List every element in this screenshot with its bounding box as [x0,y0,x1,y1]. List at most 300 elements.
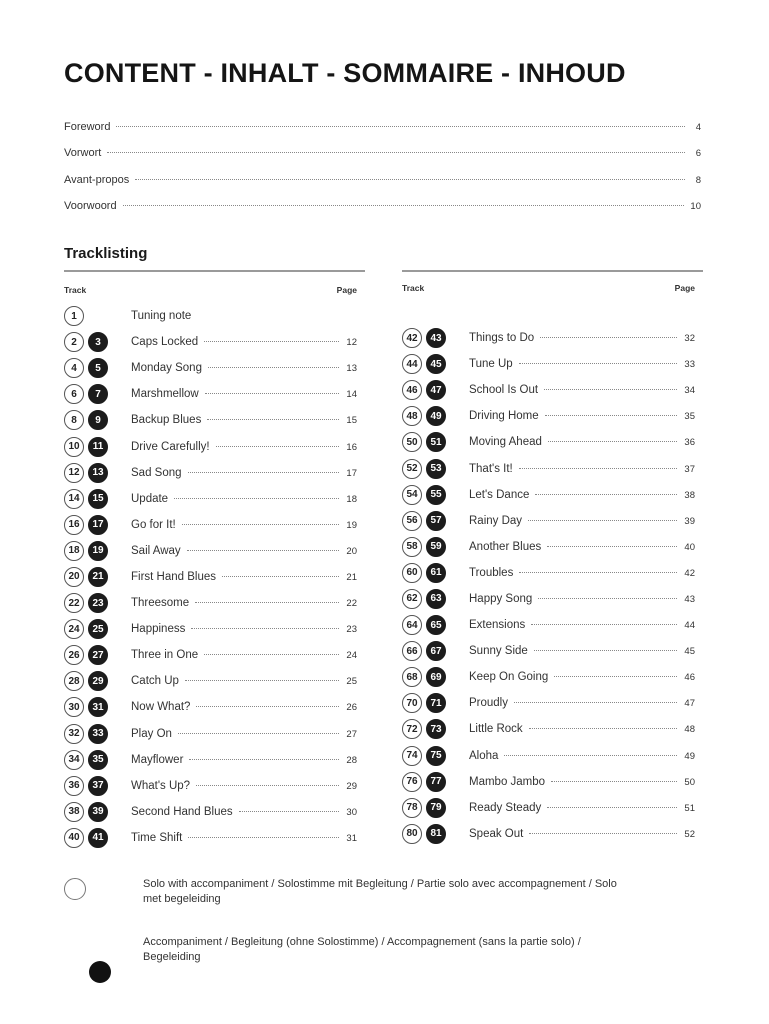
accompaniment-track-badge[interactable]: 41 [88,828,108,848]
accompaniment-track-badge[interactable]: 77 [426,772,446,792]
column-header [402,283,703,293]
track-row[interactable] [402,638,703,664]
dot-leader [185,680,339,681]
accompaniment-track-badge[interactable]: 23 [88,593,108,613]
dot-leader [544,389,677,390]
accompaniment-track-badge[interactable]: 71 [426,693,446,713]
song-page: 37 [684,463,695,475]
track-row[interactable] [402,325,703,351]
track-row[interactable] [402,560,703,586]
track-row[interactable] [64,355,365,381]
track-row[interactable] [402,508,703,534]
track-numbers [402,563,469,583]
accompaniment-track-badge[interactable]: 43 [426,328,446,348]
dot-leader [519,468,677,469]
track-row[interactable] [402,351,703,377]
accompaniment-track-badge[interactable]: 45 [426,354,446,374]
song-title: School Is Out [469,384,539,397]
solo-track-badge[interactable]: 32 [64,724,84,744]
track-numbers [64,515,131,535]
solo-track-badge[interactable]: 60 [402,563,422,583]
song-page: 47 [684,698,695,710]
track-row[interactable] [64,694,365,720]
solo-track-badge[interactable]: 24 [64,619,84,639]
accompaniment-track-badge[interactable]: 63 [426,589,446,609]
track-numbers [402,641,469,661]
song-page: 14 [346,389,357,401]
song-entry [131,467,365,479]
tracklist-column-left [64,270,365,851]
solo-track-badge[interactable]: 12 [64,463,84,483]
track-numbers [402,485,469,505]
legend [64,877,704,965]
solo-track-badge[interactable]: 70 [402,693,422,713]
dot-leader [188,837,339,838]
track-numbers [64,332,131,352]
song-page: 40 [684,541,695,553]
song-page: 39 [684,515,695,527]
accompaniment-track-badge[interactable]: 67 [426,641,446,661]
song-title: Catch Up [131,675,179,688]
accompaniment-track-badge[interactable]: 15 [88,489,108,509]
song-page: 22 [346,598,357,610]
song-entry [131,623,365,635]
solo-track-badge[interactable]: 62 [402,589,422,609]
solo-track-badge[interactable]: 48 [402,406,422,426]
toc-item-label: Foreword [64,121,111,133]
song-entry [469,697,703,709]
solo-track-badge[interactable]: 10 [64,437,84,457]
song-title: Happy Song [469,592,533,605]
song-title: Drive Carefully! [131,440,210,453]
song-entry [469,410,703,422]
solo-track-badge[interactable]: 78 [402,798,422,818]
track-numbers [402,824,469,844]
accompaniment-track-badge[interactable]: 79 [426,798,446,818]
dot-leader [187,550,339,551]
track-row[interactable] [402,795,703,821]
track-row[interactable] [402,743,703,769]
dot-leader [504,755,677,756]
tracklist-column-right [402,270,703,847]
solo-track-badge[interactable]: 56 [402,511,422,531]
solo-track-badge[interactable]: 46 [402,380,422,400]
dot-leader [514,702,677,703]
page-column-label: Page [674,283,695,293]
track-numbers [64,776,131,796]
track-row[interactable] [402,482,703,508]
track-row[interactable] [64,590,365,616]
track-numbers [402,354,469,374]
solo-track-badge[interactable]: 72 [402,719,422,739]
column-header [64,285,365,295]
accompaniment-track-badge[interactable]: 37 [88,776,108,796]
song-title: Rainy Day [469,514,523,527]
song-page: 28 [346,754,357,766]
accompaniment-track-badge[interactable]: 19 [88,541,108,561]
track-row[interactable] [64,433,365,459]
dot-leader [548,441,677,442]
song-title: Marshmellow [131,388,199,401]
song-entry [469,619,703,631]
track-row[interactable] [402,716,703,742]
song-entry [469,593,703,605]
song-page: 49 [684,750,695,762]
song-page: 46 [684,672,695,684]
dot-leader [531,624,677,625]
track-row[interactable] [64,825,365,851]
accompaniment-track-badge[interactable]: 11 [88,437,108,457]
song-title: Time Shift [131,831,183,844]
tracklisting-heading: Tracklisting [64,245,148,262]
song-title: First Hand Blues [131,570,217,583]
song-page: 19 [346,519,357,531]
song-title: Three in One [131,649,199,662]
track-numbers [64,671,131,691]
solo-track-badge[interactable]: 1 [64,306,84,326]
song-title: Mambo Jambo [469,775,546,788]
track-row[interactable] [402,769,703,795]
track-column-label: Track [402,283,425,293]
track-numbers [402,719,469,739]
track-row[interactable] [402,586,703,612]
song-entry [131,571,365,583]
song-title: Caps Locked [131,336,199,349]
solo-track-badge[interactable]: 74 [402,746,422,766]
song-title: Ready Steady [469,801,542,814]
dot-leader [195,602,339,603]
track-numbers [64,697,131,717]
dot-leader [205,393,339,394]
song-page: 35 [684,411,695,423]
track-row[interactable] [64,486,365,512]
solo-track-badge[interactable]: 18 [64,541,84,561]
solo-track-badge[interactable]: 66 [402,641,422,661]
dot-leader [547,807,677,808]
solo-track-badge[interactable]: 30 [64,697,84,717]
accompaniment-track-badge[interactable]: 51 [426,432,446,452]
song-page: 45 [684,646,695,658]
accompaniment-track-badge[interactable]: 39 [88,802,108,822]
accompaniment-track-badge[interactable]: 47 [426,380,446,400]
song-entry [131,388,365,400]
track-column-label: Track [64,285,87,295]
dot-leader [554,676,677,677]
solo-track-badge[interactable]: 54 [402,485,422,505]
track-row[interactable] [64,381,365,407]
track-rows [402,325,703,847]
track-row[interactable] [64,799,365,825]
solo-track-badge[interactable]: 26 [64,645,84,665]
song-title: Sad Song [131,466,182,479]
song-entry [469,723,703,735]
song-title: Play On [131,727,172,740]
song-entry [131,414,365,426]
track-row[interactable] [402,429,703,455]
solo-track-badge[interactable]: 4 [64,358,84,378]
song-title: Extensions [469,619,526,632]
toc-item-avant-propos[interactable] [64,174,701,200]
song-page: 23 [346,624,357,636]
track-numbers [64,384,131,404]
dot-leader [188,472,339,473]
track-numbers [64,750,131,770]
solo-track-badge[interactable]: 2 [64,332,84,352]
song-page: 29 [346,780,357,792]
solo-track-badge[interactable]: 68 [402,667,422,687]
track-numbers [402,537,469,557]
toc-item-page: 10 [690,200,701,212]
accompaniment-track-badge[interactable]: 33 [88,724,108,744]
accompaniment-track-badge[interactable]: 69 [426,667,446,687]
song-title: Backup Blues [131,414,202,427]
track-numbers [64,645,131,665]
accompaniment-track-badge[interactable]: 57 [426,511,446,531]
song-title: Monday Song [131,362,202,375]
solo-track-badge[interactable]: 76 [402,772,422,792]
accompaniment-track-badge[interactable]: 55 [426,485,446,505]
accompaniment-track-badge[interactable]: 9 [88,410,108,430]
solo-track-badge[interactable]: 44 [402,354,422,374]
accompaniment-track-badge[interactable]: 17 [88,515,108,535]
solo-track-badge[interactable]: 8 [64,410,84,430]
track-row[interactable] [64,329,365,355]
accompaniment-track-badge[interactable]: 49 [426,406,446,426]
accompaniment-track-badge[interactable]: 81 [426,824,446,844]
track-row[interactable] [402,403,703,429]
solo-track-badge[interactable]: 36 [64,776,84,796]
song-page: 36 [684,437,695,449]
song-page: 26 [346,702,357,714]
solo-track-badge[interactable]: 42 [402,328,422,348]
track-row[interactable] [64,773,365,799]
track-numbers [64,358,131,378]
song-page: 42 [684,567,695,579]
dot-leader [204,341,339,342]
solo-track-badge[interactable]: 34 [64,750,84,770]
accompaniment-track-badge[interactable]: 27 [88,645,108,665]
toc-item-label: Vorwort [64,147,102,160]
dot-leader [107,152,685,153]
song-title: Second Hand Blues [131,805,233,818]
legend-solo-text: Solo with accompaniment / Solostimme mit Begleitung / Partie solo avec accompagnement / Solo met begeleiding [143,878,617,905]
song-page: 13 [346,363,357,375]
accompaniment-track-badge[interactable]: 21 [88,567,108,587]
track-numbers [64,306,131,326]
song-title: Update [131,492,169,505]
dot-leader [196,785,339,786]
song-title: That's It! [469,462,513,475]
song-entry [131,728,365,740]
song-entry [131,336,365,348]
open-circle-icon [64,878,86,900]
dot-leader [534,650,677,651]
divider [64,270,365,272]
dot-leader [135,179,685,180]
song-entry [469,671,703,683]
toc-item-page: 8 [695,174,701,186]
track-row[interactable] [64,668,365,694]
solo-track-badge[interactable]: 40 [64,828,84,848]
legend-solo [64,877,704,907]
song-title: Another Blues [469,540,542,553]
accompaniment-track-badge[interactable]: 7 [88,384,108,404]
song-page: 34 [684,385,695,397]
track-row[interactable] [64,721,365,747]
solo-track-badge[interactable]: 20 [64,567,84,587]
dot-leader [529,728,677,729]
accompaniment-track-badge[interactable]: 61 [426,563,446,583]
track-row[interactable] [64,564,365,590]
solo-track-badge[interactable]: 52 [402,459,422,479]
accompaniment-track-badge[interactable]: 29 [88,671,108,691]
song-page: 21 [346,571,357,583]
track-numbers [64,724,131,744]
track-row[interactable] [64,407,365,433]
accompaniment-track-badge[interactable]: 25 [88,619,108,639]
song-entry [131,649,365,661]
song-title: Things to Do [469,332,535,345]
song-entry [131,675,365,687]
track-row[interactable] [64,747,365,773]
track-row[interactable] [64,460,365,486]
song-entry [469,384,703,396]
solo-track-badge[interactable]: 22 [64,593,84,613]
accompaniment-track-badge[interactable]: 5 [88,358,108,378]
track-row[interactable] [64,512,365,538]
dot-leader [116,126,685,127]
page-column-label: Page [336,285,357,295]
song-entry [469,828,703,840]
song-title: Keep On Going [469,671,549,684]
track-numbers [64,828,131,848]
track-row[interactable] [402,455,703,481]
song-page: 38 [684,489,695,501]
accompaniment-track-badge[interactable]: 53 [426,459,446,479]
accompaniment-track-badge[interactable]: 59 [426,537,446,557]
song-title: Driving Home [469,410,539,423]
toc-item-vorwort[interactable] [64,147,701,173]
filled-circle-icon [89,961,111,983]
song-page: 30 [346,806,357,818]
accompaniment-track-badge[interactable]: 13 [88,463,108,483]
song-entry [469,541,703,553]
track-numbers [402,589,469,609]
song-title: Little Rock [469,723,523,736]
solo-track-badge[interactable]: 16 [64,515,84,535]
track-numbers [402,511,469,531]
accompaniment-track-badge[interactable]: 73 [426,719,446,739]
track-row[interactable] [64,616,365,642]
dot-leader [519,572,677,573]
divider [402,270,703,272]
dot-leader [216,446,339,447]
accompaniment-track-badge[interactable]: 65 [426,615,446,635]
solo-track-badge[interactable]: 14 [64,489,84,509]
dot-leader [208,367,339,368]
track-row[interactable] [402,821,703,847]
dot-leader [174,498,339,499]
toc-item-page: 4 [695,122,701,133]
song-entry [469,750,703,762]
track-row[interactable] [402,534,703,560]
dot-leader [545,415,677,416]
track-row[interactable] [402,690,703,716]
accompaniment-track-badge[interactable]: 75 [426,746,446,766]
song-entry [131,519,365,531]
solo-track-badge[interactable]: 58 [402,537,422,557]
song-page: 48 [684,724,695,736]
track-numbers [402,772,469,792]
accompaniment-track-badge[interactable]: 31 [88,697,108,717]
song-page: 31 [346,832,357,844]
song-title: Sail Away [131,544,181,557]
dot-leader [540,337,677,338]
track-numbers [64,802,131,822]
track-row[interactable] [402,612,703,638]
solo-track-badge[interactable]: 80 [402,824,422,844]
dot-leader [182,524,339,525]
track-row[interactable] [402,664,703,690]
track-row[interactable] [64,642,365,668]
song-title: What's Up? [131,779,191,792]
song-entry [469,802,703,814]
track-numbers [64,437,131,457]
track-row[interactable] [64,538,365,564]
solo-track-badge[interactable]: 64 [402,615,422,635]
solo-track-badge[interactable]: 38 [64,802,84,822]
dot-leader [204,654,339,655]
accompaniment-track-badge[interactable]: 3 [88,332,108,352]
song-entry [131,832,365,844]
song-title: Happiness [131,623,186,636]
track-row[interactable] [402,377,703,403]
dot-leader [239,811,339,812]
song-title: Tune Up [469,358,513,371]
legend-accompaniment-text: Accompaniment / Begleitung (ohne Solostimme) / Accompagnement (sans la partie solo) / Begeleiding [143,936,581,963]
legend-accompaniment [64,907,704,965]
solo-track-badge[interactable]: 6 [64,384,84,404]
song-title: Threesome [131,597,190,610]
track-numbers [402,380,469,400]
song-title: Moving Ahead [469,436,542,449]
track-row[interactable] [64,303,365,329]
song-title: Go for It! [131,518,176,531]
track-numbers [402,693,469,713]
song-title: Troubles [469,566,514,579]
dot-leader [178,733,339,734]
song-entry [469,358,703,370]
solo-track-badge[interactable]: 50 [402,432,422,452]
song-entry [469,515,703,527]
song-page: 50 [684,776,695,788]
song-entry [469,436,703,448]
song-entry [131,754,365,766]
accompaniment-track-badge[interactable]: 35 [88,750,108,770]
track-numbers [402,798,469,818]
song-page: 32 [684,333,695,345]
toc-item-label: Voorwoord [64,199,117,212]
dot-leader [547,546,677,547]
toc-item-voorwoord[interactable] [64,200,701,226]
song-page: 12 [346,337,357,349]
dot-leader [528,520,677,521]
song-page: 33 [684,359,695,371]
dot-leader [535,494,677,495]
toc-item-foreword[interactable] [64,121,701,147]
solo-track-badge[interactable]: 28 [64,671,84,691]
front-matter-toc [64,121,701,226]
